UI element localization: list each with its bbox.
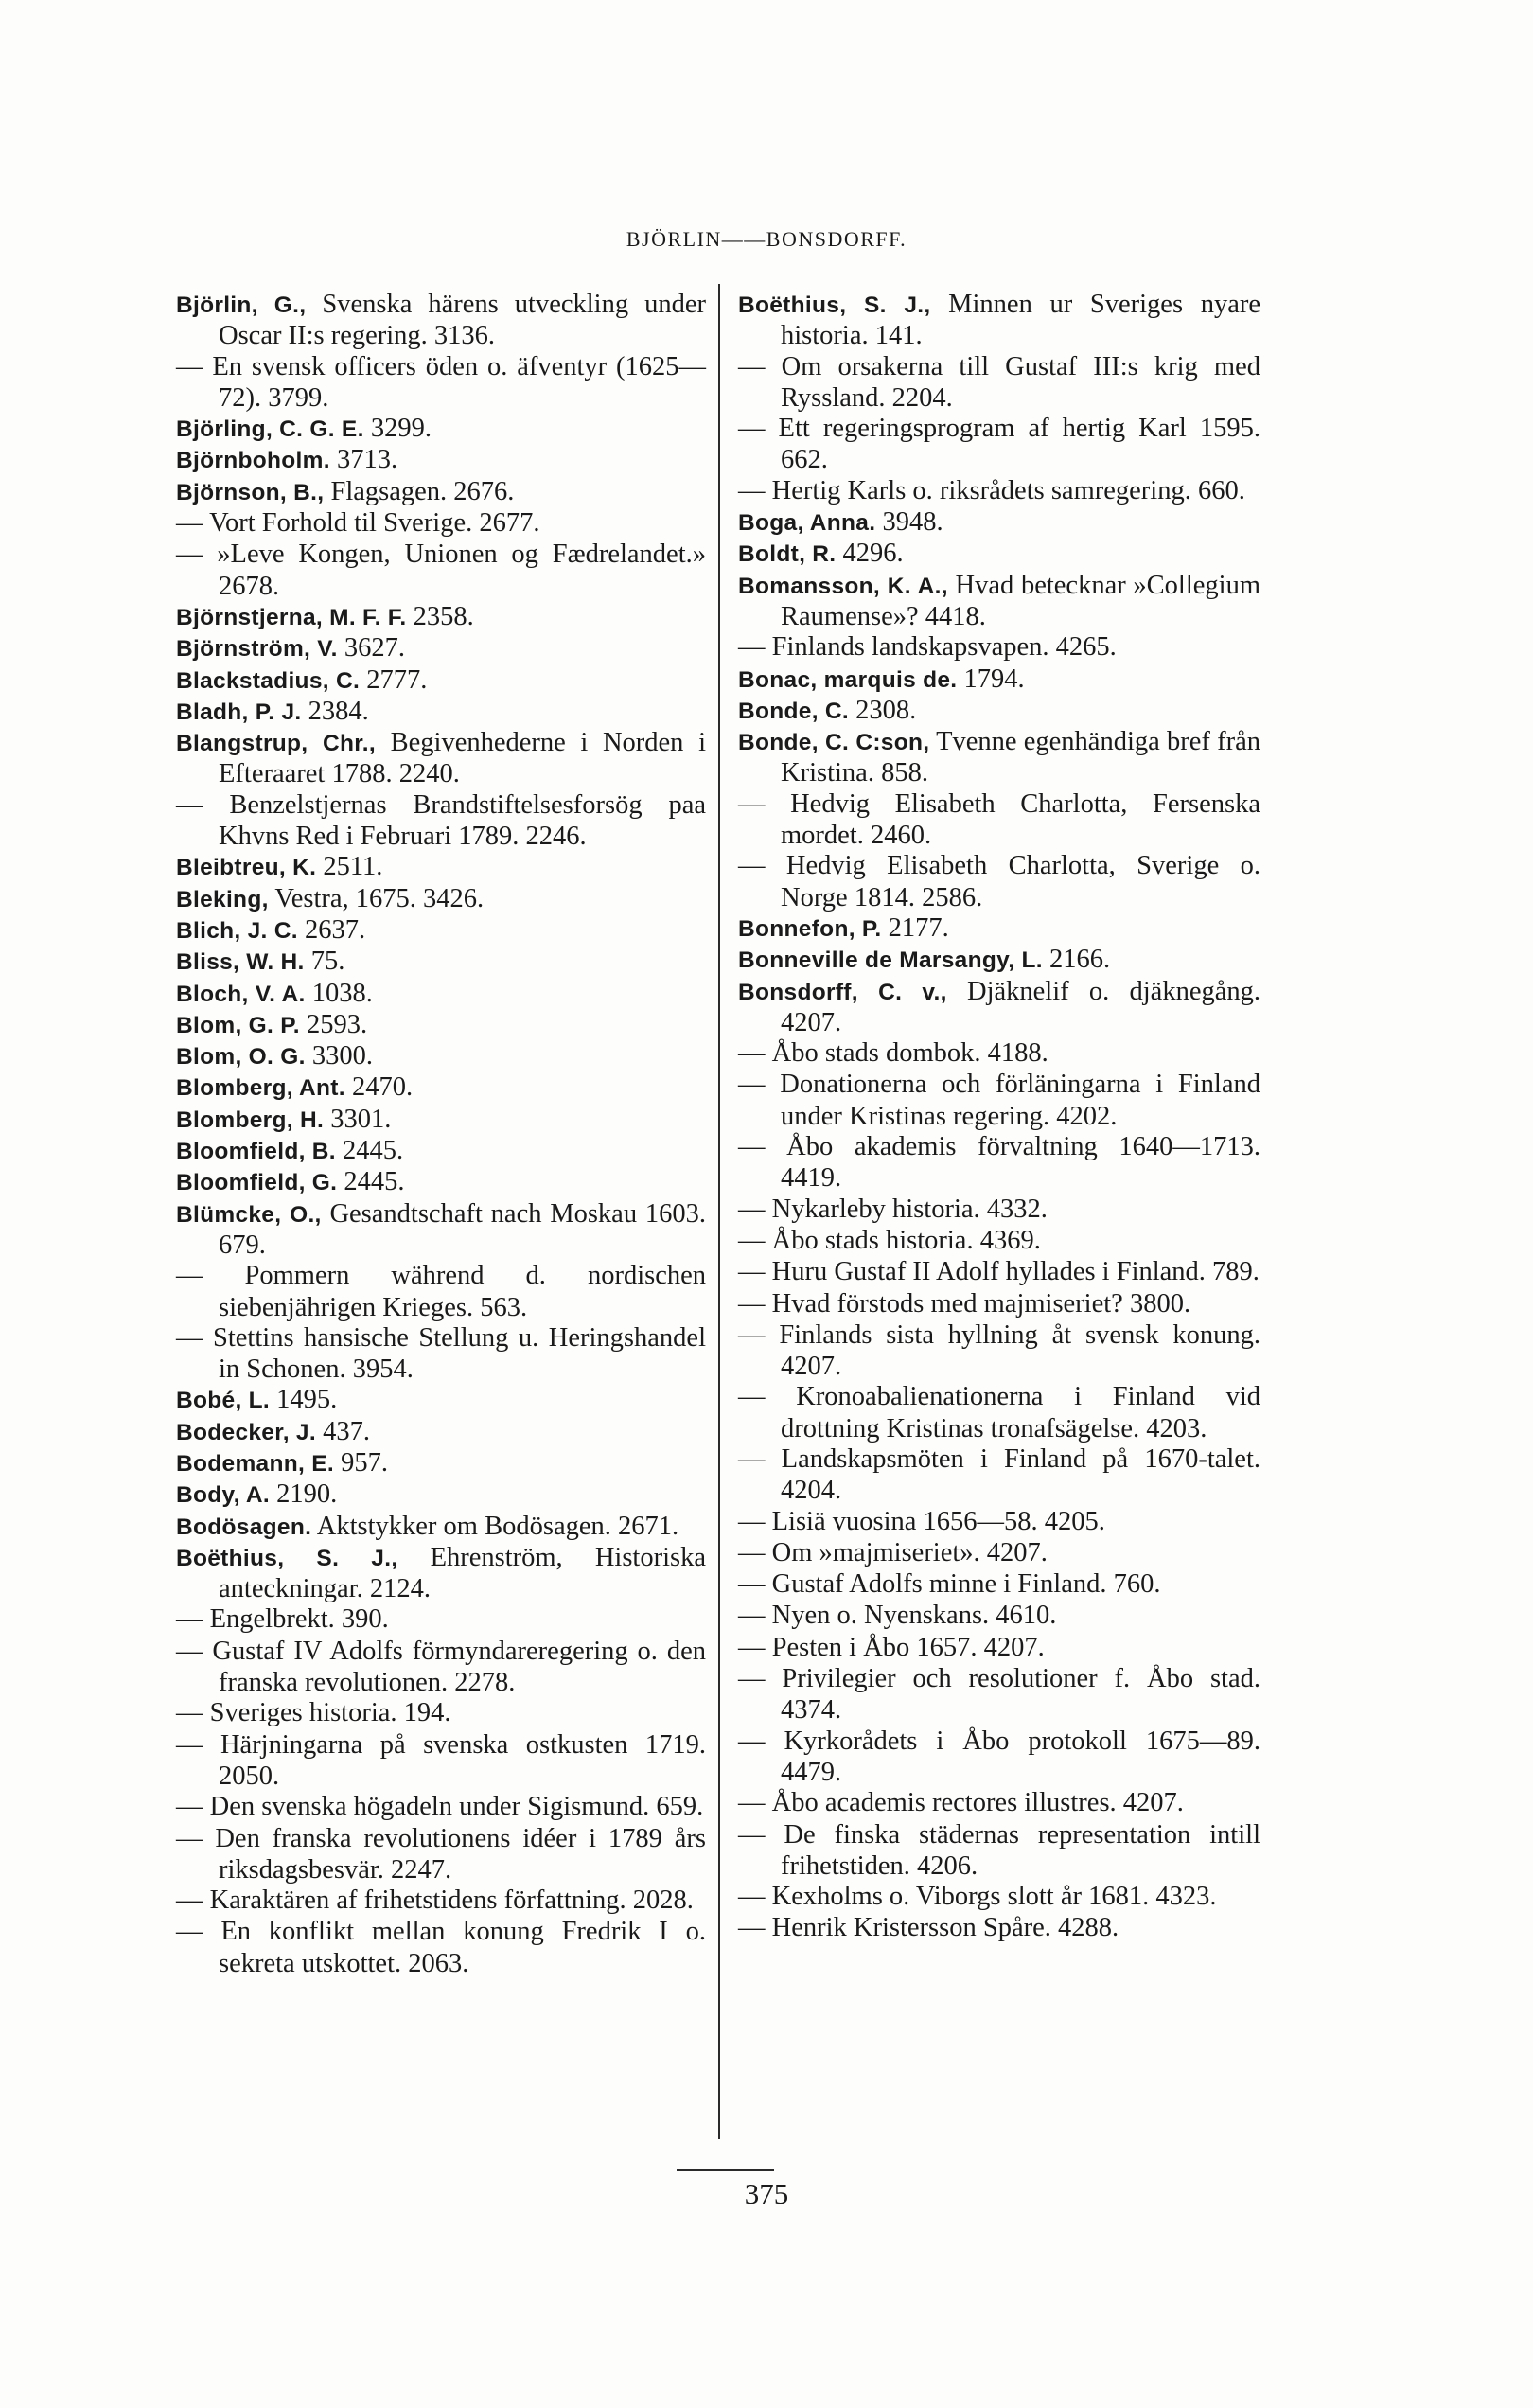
index-entry (176, 915, 706, 947)
entry-text: 3627. (337, 633, 405, 664)
entry-text: — Kronoabalienationerna i Finland vid drottning Kristinas tronafsägelse. 4203. (738, 1382, 1260, 1443)
index-entry (738, 1538, 1260, 1569)
entry-heading: Boga, Anna. (738, 510, 876, 537)
entry-text: 3300. (305, 1041, 373, 1071)
entry-text: — Hedvig Elisabeth Charlotta, Sverige o. Norge 1814. 2586. (738, 851, 1260, 912)
index-entry (738, 1788, 1260, 1819)
entry-text: 2445. (337, 1167, 405, 1197)
index-entry (738, 727, 1260, 789)
index-entry (176, 1886, 706, 1917)
entry-text: 3299. (363, 414, 432, 444)
entry-text: 957. (333, 1447, 388, 1478)
index-entry (176, 1199, 706, 1262)
entry-text: — Vort Forhold til Sverige. 2677. (176, 508, 540, 539)
entry-text: Tvenne egenhändiga bref från Kristina. 858. (781, 727, 1260, 788)
index-entry (176, 1136, 706, 1167)
index-entry (176, 540, 706, 602)
index-entry (176, 290, 706, 352)
entry-text: 1794. (957, 664, 1025, 694)
index-entry (176, 602, 706, 633)
entry-text: 2190. (270, 1479, 338, 1510)
entry-text: — Åbo stads dombok. 4188. (738, 1038, 1048, 1069)
entry-text: — »Leve Kongen, Unionen og Fædrelandet.» 2678. (176, 540, 706, 601)
entry-text: — Huru Gustaf II Adolf hyllades i Finland. 789. (738, 1257, 1260, 1287)
index-entry (738, 571, 1260, 633)
entry-heading: Blomberg, Ant. (176, 1075, 345, 1102)
entry-text: 75. (304, 947, 345, 977)
entry-text: — Donationerna och förläningarna i Finland under Kristinas regering. 4202. (738, 1070, 1260, 1131)
index-entry (176, 1072, 706, 1104)
index-entry (176, 1543, 706, 1605)
entry-text: 3301. (324, 1104, 392, 1134)
entry-text: 2593. (299, 1009, 368, 1039)
entry-heading: Bodösagen. (176, 1514, 312, 1540)
running-header: BJÖRLIN——BONSDORFF. (626, 227, 907, 251)
entry-text: — Privilegier och resolutioner f. Åbo stad. 4374. (738, 1664, 1260, 1726)
index-entry (738, 1320, 1260, 1383)
entry-heading: Blomberg, H. (176, 1107, 325, 1133)
entry-text: — Hedvig Elisabeth Charlotta, Fersenska mordet. 2460. (738, 788, 1260, 851)
index-entry (176, 1448, 706, 1479)
index-entry (176, 1698, 706, 1729)
entry-text: — Åbo akademis förvaltning 1640—1713. 4419. (738, 1132, 1260, 1194)
column-divider (718, 284, 720, 2139)
entry-text: — Härjningarna på svenska ostkusten 1719. 2050. (176, 1729, 706, 1791)
entry-text: — Åbo academis rectores illustres. 4207. (738, 1788, 1184, 1818)
entry-heading: Bloomfield, G. (176, 1170, 338, 1196)
entry-text: Ehrenström, Historiska anteckningar. 2124. (219, 1542, 706, 1604)
entry-text: 437. (315, 1416, 370, 1446)
index-entry (176, 1604, 706, 1636)
index-entry (738, 1633, 1260, 1664)
entry-text: Svenska härens utveckling under Oscar II:s regering. 3136. (219, 290, 706, 351)
index-entry (738, 476, 1260, 507)
index-entry (738, 1820, 1260, 1883)
index-entry (176, 1167, 706, 1198)
index-entry (176, 697, 706, 728)
entry-text: — Sveriges historia. 194. (176, 1698, 451, 1728)
entry-text: — Henrik Kristersson Spåre. 4288. (738, 1913, 1119, 1943)
index-entry (176, 665, 706, 697)
index-entry (738, 913, 1260, 945)
entry-text: — Hertig Karls o. riksrådets samregering. 660. (738, 475, 1245, 505)
index-entry (176, 1479, 706, 1511)
entry-text: — Nykarleby historia. 4332. (738, 1194, 1048, 1224)
entry-text: 2470. (344, 1072, 414, 1103)
index-entry (176, 1261, 706, 1323)
page-number-rule (677, 2169, 774, 2171)
index-entry (176, 1323, 706, 1386)
index-column-left (176, 290, 706, 1979)
entry-heading: Blackstadius, C. (176, 667, 361, 694)
entry-heading: Björnström, V. (176, 636, 338, 663)
entry-text: Vestra, 1675. 3426. (268, 883, 485, 913)
entry-text: — Finlands sista hyllning åt svensk konung. 4207. (738, 1319, 1260, 1382)
index-entry (738, 539, 1260, 570)
index-entry (738, 1195, 1260, 1226)
entry-heading: Bodecker, J. (176, 1419, 316, 1445)
index-entry (738, 632, 1260, 664)
index-entry (176, 445, 706, 476)
entry-heading: Björnboholm. (176, 448, 330, 474)
entry-text: 2166. (1042, 945, 1111, 975)
index-column-right (738, 290, 1260, 1945)
index-entry (176, 1730, 706, 1793)
entry-heading: Bliss, W. H. (176, 949, 305, 976)
entry-text: 2445. (335, 1136, 404, 1166)
entry-heading: Bloch, V. A. (176, 981, 306, 1007)
entry-heading: Blom, G. P. (176, 1012, 300, 1038)
entry-text: — Gustaf IV Adolfs förmyndareregering o. den franska revolutionen. 2278. (176, 1636, 706, 1698)
index-entry (176, 1637, 706, 1699)
index-entry (738, 664, 1260, 696)
entry-text: — Ett regeringsprogram af hertig Karl 1595. 662. (738, 414, 1260, 475)
entry-text: — Om »majmiseriet». 4207. (738, 1537, 1048, 1567)
index-entry (738, 945, 1260, 976)
entry-heading: Bonac, marquis de. (738, 666, 958, 693)
index-entry (176, 1512, 706, 1543)
index-entry (738, 977, 1260, 1039)
entry-heading: Bonnefon, P. (738, 915, 882, 942)
entry-text: 2384. (301, 696, 369, 726)
entry-heading: Body, A. (176, 1482, 271, 1509)
index-entry (176, 1824, 706, 1886)
entry-text: Djäknelif o. djäknegång. 4207. (781, 976, 1260, 1037)
entry-text: — Kexholms o. Viborgs slott år 1681. 4323. (738, 1882, 1217, 1912)
entry-text: — Åbo stads historia. 4369. (738, 1225, 1041, 1255)
index-entry (738, 696, 1260, 727)
entry-text: 4296. (836, 539, 904, 569)
entry-heading: Blom, O. G. (176, 1044, 306, 1071)
index-entry (738, 290, 1260, 352)
entry-text: — Pommern während d. nordischen siebenjährigen Krieges. 563. (176, 1261, 706, 1322)
entry-text: — Engelbrekt. 390. (176, 1604, 389, 1635)
entry-text: 3948. (875, 507, 943, 538)
index-entry (738, 1226, 1260, 1257)
entry-text: — En svensk officers öden o. äfventyr (1625—72). 3799. (176, 351, 706, 413)
index-entry (176, 852, 706, 883)
entry-text: — Nyen o. Nyenskans. 4610. (738, 1601, 1057, 1631)
entry-text: Aktstykker om Bodösagen. 2671. (311, 1511, 679, 1541)
entry-heading: Bleking, (176, 886, 269, 912)
index-entry (738, 1382, 1260, 1444)
entry-text: — En konflikt mellan konung Fredrik I o. sekreta utskottet. 2063. (176, 1917, 706, 1978)
index-entry (738, 1507, 1260, 1538)
index-entry (176, 979, 706, 1010)
entry-text: — Finlands landskapsvapen. 4265. (738, 632, 1117, 663)
entry-text: 2637. (297, 914, 366, 945)
entry-text: Begivenhederne i Norden i Efteraaret 1788. 2240. (219, 728, 706, 789)
entry-heading: Bonde, C. C:son, (738, 730, 930, 756)
index-entry (738, 851, 1260, 913)
index-entry (176, 1385, 706, 1416)
entry-text: 3713. (329, 445, 398, 475)
index-entry (738, 1132, 1260, 1195)
index-entry (176, 508, 706, 540)
entry-heading: Bodemann, E. (176, 1450, 334, 1477)
index-entry (176, 477, 706, 508)
entry-text: Hvad betecknar »Collegium Raumense»? 4418. (781, 570, 1261, 631)
index-entry (176, 884, 706, 915)
entry-text: Minnen ur Sveriges nyare historia. 141. (781, 290, 1260, 351)
index-entry (176, 1917, 706, 1979)
entry-heading: Bleibtreu, K. (176, 855, 317, 881)
index-entry (176, 1105, 706, 1136)
entry-text: 2511. (316, 852, 383, 882)
index-entry (176, 633, 706, 664)
index-entry (738, 789, 1260, 852)
entry-heading: Blich, J. C. (176, 917, 298, 944)
index-entry (738, 507, 1260, 539)
index-entry (738, 1913, 1260, 1944)
index-entry (738, 1664, 1260, 1726)
index-entry (176, 352, 706, 415)
entry-text: — De finska städernas representation intill frihetstiden. 4206. (738, 1819, 1260, 1881)
index-entry (176, 1417, 706, 1448)
index-entry (738, 1038, 1260, 1070)
index-entry (176, 1041, 706, 1072)
entry-heading: Bloomfield, B. (176, 1139, 336, 1165)
entry-heading: Björnson, B., (176, 479, 325, 505)
index-entry (738, 414, 1260, 476)
entry-text: 2777. (360, 664, 428, 695)
entry-heading: Bonneville de Marsangy, L. (738, 947, 1043, 974)
entry-heading: Bladh, P. J. (176, 699, 302, 725)
index-entry (738, 1289, 1260, 1320)
index-entry (738, 1444, 1260, 1507)
index-entry (176, 947, 706, 978)
entry-heading: Bonde, C. (738, 698, 850, 724)
entry-heading: Bomansson, K. A., (738, 573, 948, 599)
entry-text: 1038. (305, 978, 373, 1008)
entry-heading: Björling, C. G. E. (176, 416, 364, 443)
entry-heading: Bobé, L. (176, 1388, 271, 1414)
index-entry (176, 1792, 706, 1823)
entry-text: — Hvad förstods med majmiseriet? 3800. (738, 1288, 1191, 1319)
index-entry (176, 728, 706, 790)
entry-text: — Den franska revolutionens idéer i 1789 års riksdagsbesvär. 2247. (176, 1823, 706, 1885)
entry-text: — Stettins hansische Stellung u. Heringshandel in Schonen. 3954. (176, 1322, 706, 1385)
index-entry (176, 414, 706, 445)
index-entry (738, 1882, 1260, 1913)
entry-heading: Boëthius, S. J., (176, 1545, 398, 1571)
index-entry (738, 1257, 1260, 1288)
entry-heading: Blangstrup, Chr., (176, 731, 376, 757)
entry-heading: Boldt, R. (738, 541, 837, 568)
entry-text: Gesandtschaft nach Moskau 1603. 679. (219, 1198, 706, 1260)
entry-heading: Björlin, G., (176, 292, 307, 318)
entry-text: — Benzelstjernas Brandstiftelsesforsög paa Khvns Red i Februari 1789. 2246. (176, 789, 706, 852)
index-entry (738, 1601, 1260, 1632)
entry-text: 2308. (849, 695, 917, 725)
entry-text: — Landskapsmöten i Finland på 1670-talet. 4204. (738, 1443, 1260, 1506)
page-number: 375 (744, 2177, 789, 2210)
index-entry (738, 1070, 1260, 1132)
entry-text: — Karaktären af frihetstidens författning. 2028. (176, 1886, 694, 1916)
entry-text: 2358. (406, 601, 474, 631)
entry-text: — Gustaf Adolfs minne i Finland. 760. (738, 1569, 1161, 1600)
entry-heading: Boëthius, S. J., (738, 292, 931, 318)
entry-text: — Den svenska högadeln under Sigismund. 659. (176, 1792, 704, 1822)
index-entry (176, 790, 706, 853)
index-entry (738, 1569, 1260, 1601)
index-entry (738, 1726, 1260, 1789)
entry-heading: Bonsdorff, C. v., (738, 979, 947, 1005)
entry-text: 2177. (881, 912, 949, 943)
entry-heading: Björnstjerna, M. F. F. (176, 604, 407, 630)
entry-heading: Blümcke, O., (176, 1201, 322, 1228)
entry-text: — Lisiä vuosina 1656—58. 4205. (738, 1506, 1105, 1536)
entry-text: — Pesten i Åbo 1657. 4207. (738, 1632, 1045, 1662)
index-entry (738, 352, 1260, 415)
entry-text: Flagsagen. 2676. (324, 476, 515, 506)
entry-text: 1495. (270, 1385, 338, 1415)
entry-text: — Om orsakerna till Gustaf III:s krig med Ryssland. 2204. (738, 351, 1260, 413)
entry-text: — Kyrkorådets i Åbo protokoll 1675—89. 4479. (738, 1726, 1260, 1787)
index-entry (176, 1010, 706, 1041)
